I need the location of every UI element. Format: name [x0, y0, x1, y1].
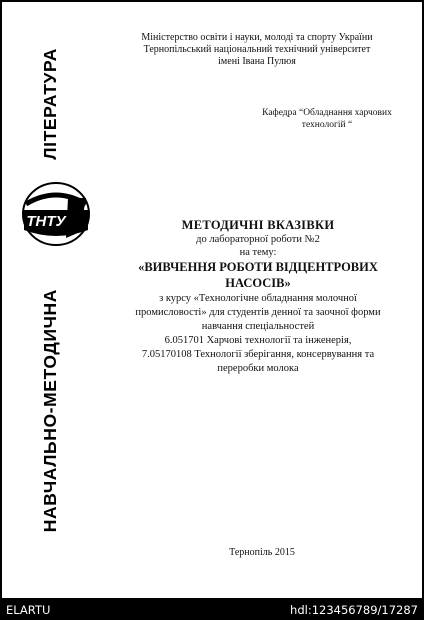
document-page	[2, 2, 422, 598]
repository-name: ELARTU	[6, 603, 51, 617]
department-line-2: технологій “	[301, 120, 353, 130]
spine-lower	[36, 252, 64, 570]
university-logo	[20, 180, 92, 248]
spine-lower-text: НАВЧАЛЬНО-МЕТОДИЧНА	[39, 289, 60, 533]
spine-upper-text: ЛІТЕРАТУРА	[39, 48, 60, 160]
topic-line-2: НАСОСІВ»	[225, 276, 291, 290]
topic-line-1: «ВИВЧЕННЯ РОБОТИ ВІДЦЕНТРОВИХ	[138, 260, 378, 274]
place-year: Тернопіль 2015	[229, 547, 295, 558]
desc-line-2: промисловості» для студентів денної та заочної форми	[135, 307, 381, 318]
department-line-1: Кафедра “Обладнання харчових	[262, 108, 392, 118]
header-line-2: Тернопільський національний технічний університет	[143, 44, 371, 55]
spine-banner	[20, 30, 84, 570]
doc-title: МЕТОДИЧНІ ВКАЗІВКИ	[181, 218, 335, 232]
title-block	[106, 217, 410, 376]
desc-line-1: з курсу «Технологічне обладнання молочної	[159, 293, 357, 304]
department	[252, 107, 402, 131]
desc-line-6: переробки молока	[217, 363, 299, 374]
desc-line-3: навчання спеціальностей	[201, 321, 315, 332]
logo-text: ТНТУ	[26, 213, 66, 230]
header-line-1: Міністерство освіти і науки, молоді та спорту України	[141, 32, 373, 43]
topic-label: на тему:	[239, 247, 277, 258]
spine-upper	[36, 30, 64, 178]
repository-bar	[0, 600, 424, 620]
desc-line-4: 6.051701 Харчові технології та інженерія,	[164, 335, 352, 346]
handle-id: hdl:123456789/17287	[290, 603, 418, 617]
desc-line-5: 7.05170108 Технології зберігання, консервування та	[141, 349, 375, 360]
doc-subtitle: до лабораторної роботи №2	[196, 234, 320, 245]
header-line-3: імені Івана Пулюя	[218, 56, 296, 67]
course-description	[106, 292, 410, 376]
ministry-header	[112, 32, 402, 68]
